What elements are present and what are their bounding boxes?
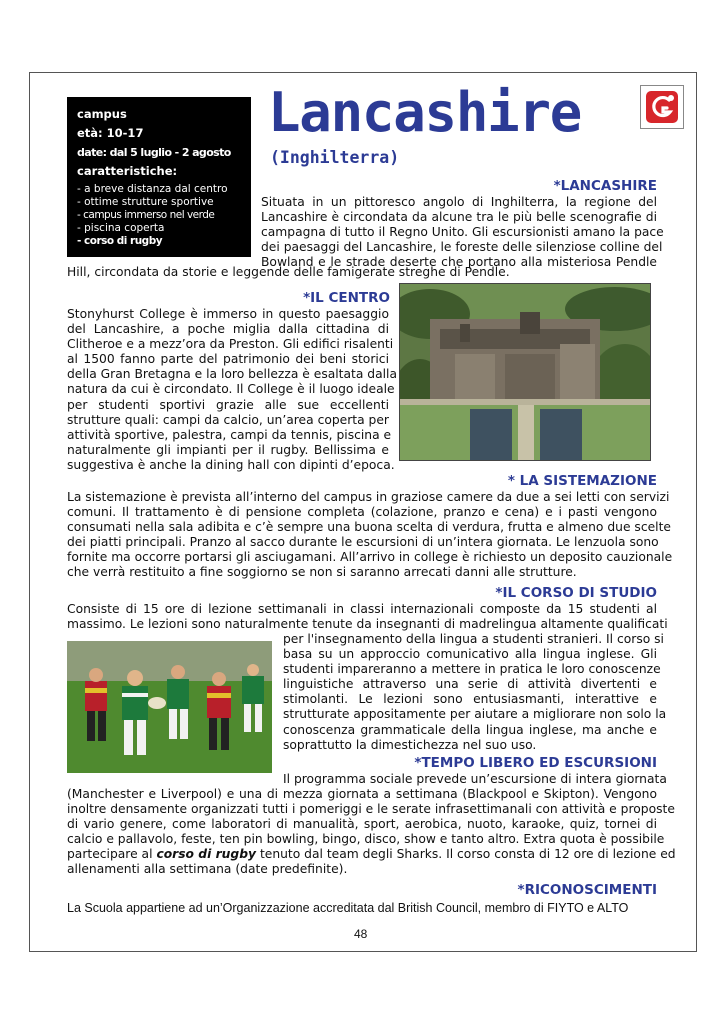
text-line: naturalmente gli impianti per il rugby. Bellissima e (67, 442, 389, 457)
text-line: (Manchester e Liverpool) e una di mezza giornata a settimana (Blackpool e Skipton). Vengono (67, 787, 657, 801)
rugby-pre: partecipare al (67, 847, 157, 862)
text-line: attività sportive, palestra, campi da tennis, piscina e (67, 427, 392, 442)
paragraph-lancashire-full (67, 265, 657, 280)
text-line-rugby (67, 847, 676, 862)
feature-item: - a breve distanza dal centro (77, 183, 228, 195)
heading-tempo-libero: *TEMPO LIBERO ED ESCURSIONI (414, 755, 657, 771)
paragraph-corso-full (67, 602, 668, 632)
page-number: 48 (354, 927, 368, 941)
text-line: per studenti sportivi grazie alle sue eccellenti (67, 397, 389, 412)
paragraph-tempo-right (283, 772, 667, 787)
text-line: Clitheroe e a mezz’ora da Preston. Gli edifici risalenti (67, 337, 394, 352)
text-line: Consiste di 15 ore di lezione settimanali in classi internazionali composte da 15 studenti al (67, 602, 657, 616)
text-line: dei paesaggi del Lancashire, le foreste delle silenziose colline del (261, 240, 663, 255)
text-line: Lancashire è circondata da alcune tra le più belle scenografie di (261, 210, 657, 225)
features-list (77, 183, 241, 248)
text-line: di vario genere, come laboratori di manualità, sport, aerobica, nuoto, karaoke, quiz, tornei di (67, 817, 657, 832)
feature-item: - piscina coperta (77, 222, 165, 234)
heading-corso: *IL CORSO DI STUDIO (495, 585, 657, 601)
page-subtitle: (Inghilterra) (270, 148, 400, 167)
text-line: campagna di tutto il Regno Unito. Gli escursionisti amano la pace (261, 225, 664, 240)
rugby-emphasis: corso di rugby (156, 847, 257, 862)
page-title: Lancashire (268, 81, 582, 144)
text-line: linguistiche attraverso una serie di attività divertenti e (283, 677, 657, 692)
info-dates: date: dal 5 luglio - 2 agosto (77, 146, 231, 159)
heading-lancashire: *LANCASHIRE (553, 178, 657, 194)
text-line: Hill, circondata da storie e leggende delle famigerate streghe di Pendle. (67, 265, 510, 279)
heading-riconoscimenti: *RICONOSCIMENTI (517, 882, 657, 898)
text-line: del Lancashire, a poche miglia dalla cittadina di (67, 322, 389, 337)
text-line: strutture quali: campi da calcio, un’area coperta per (67, 412, 389, 427)
text-line: per l'insegnamento della lingua a studenti stranieri. Il corso si (283, 632, 664, 646)
college-aerial-photo (399, 283, 651, 461)
text-line: Situata in un pittoresco angolo di Inghilterra, la regione del (261, 195, 657, 209)
rugby-players-photo (67, 641, 272, 773)
text-line: Il programma sociale prevede un’escursione di intera giornata (283, 772, 667, 786)
text-line: inoltre densamente organizzati tutti i pomeriggi e le serate infrasettimanali con attività e proposte (67, 802, 675, 817)
paragraph-lancashire-right (261, 195, 664, 270)
text-line: che verrà restituito a fine soggiorno se non si saranno arrecati danni alle strutture. (67, 565, 577, 580)
heading-sistemazione: * LA SISTEMAZIONE (507, 473, 657, 489)
text-line: calcio e pallavolo, feste, ten pin bowling, bingo, disco, show e tanto altro. Extra quota è possibile (67, 832, 665, 847)
text-line: La sistemazione è prevista all’interno del campus in graziose camere da due a sei letti con servizi (67, 490, 670, 504)
paragraph-sistemazione (67, 490, 673, 581)
text-line: allenamenti alla settimana (date predefinite). (67, 862, 348, 877)
paragraph-centro (67, 307, 398, 473)
info-features-label: caratteristiche: (77, 164, 178, 178)
text-line: conoscenza grammaticale della lingua inglese, ma anche e (283, 722, 657, 737)
text-line: della Gran Bretagna e la loro bellezza è esaltata dalla (67, 367, 398, 382)
riconoscimenti-text: La Scuola appartiene ad un’Organizzazione accreditata dal British Council, membro di FIYTO e ALTO (67, 901, 629, 915)
text-line: strutturate appositamente per aiutare a migliorare non solo la (283, 707, 667, 722)
text-line: consumati nella sala adibita e c’è sempre una buona scelta di verdura, frutta e almeno due scelte (67, 520, 671, 535)
text-line: al 1500 fanno parte del patrimonio dei beni storici (67, 352, 389, 367)
info-age: età: 10-17 (77, 126, 144, 140)
info-box (67, 97, 251, 257)
feature-item: - ottime strutture sportive (77, 196, 214, 208)
text-line: dei piatti principali. Pranzo al sacco durante le escursioni di un’intera giornata. Le lenzuola sono (67, 535, 659, 550)
school-logo-icon (640, 85, 684, 129)
paragraph-tempo-full (67, 787, 676, 878)
text-line: comuni. Il trattamento è di pensione completa (colazione, pranzo e cena) e i pasti vengono (67, 505, 657, 520)
text-line: natura da cui è circondato. Il College è il luogo ideale (67, 382, 395, 397)
feature-item: - campus immerso nel verde (77, 209, 215, 221)
info-campus: campus (77, 107, 127, 121)
rugby-post: tenuto dal team degli Sharks. Il corso consta di 12 ore di lezione ed (256, 847, 676, 862)
text-line: soprattutto la dimestichezza nel suo uso. (283, 737, 537, 752)
text-line: basa su un approccio comunicativo alla lingua inglese. Gli (283, 647, 657, 662)
text-line: Bowland e le strade deserte che portano alla misteriosa Pendle (261, 255, 657, 270)
text-line: massimo. Le lezioni sono naturalmente tenute da insegnanti di madrelingua altamente qualificati (67, 617, 668, 632)
text-line: Stonyhurst College è immerso in questo paesaggio (67, 307, 389, 321)
text-line: stimolanti. Le lezioni sono entusiasmanti, interattive e (283, 692, 657, 707)
text-line: fornite ma occorre portarsi gli asciugamani. All’arrivo in college è richiesto un deposito cauzionale (67, 550, 673, 565)
paragraph-corso-right (283, 632, 667, 753)
feature-item: - corso di rugby (77, 235, 163, 247)
heading-centro: *IL CENTRO (303, 290, 390, 306)
text-line: studenti impareranno a mettere in pratica le loro conoscenze (283, 662, 661, 677)
text-line: suggestiva è anche la dining hall con dipinti d’epoca. (67, 457, 395, 472)
